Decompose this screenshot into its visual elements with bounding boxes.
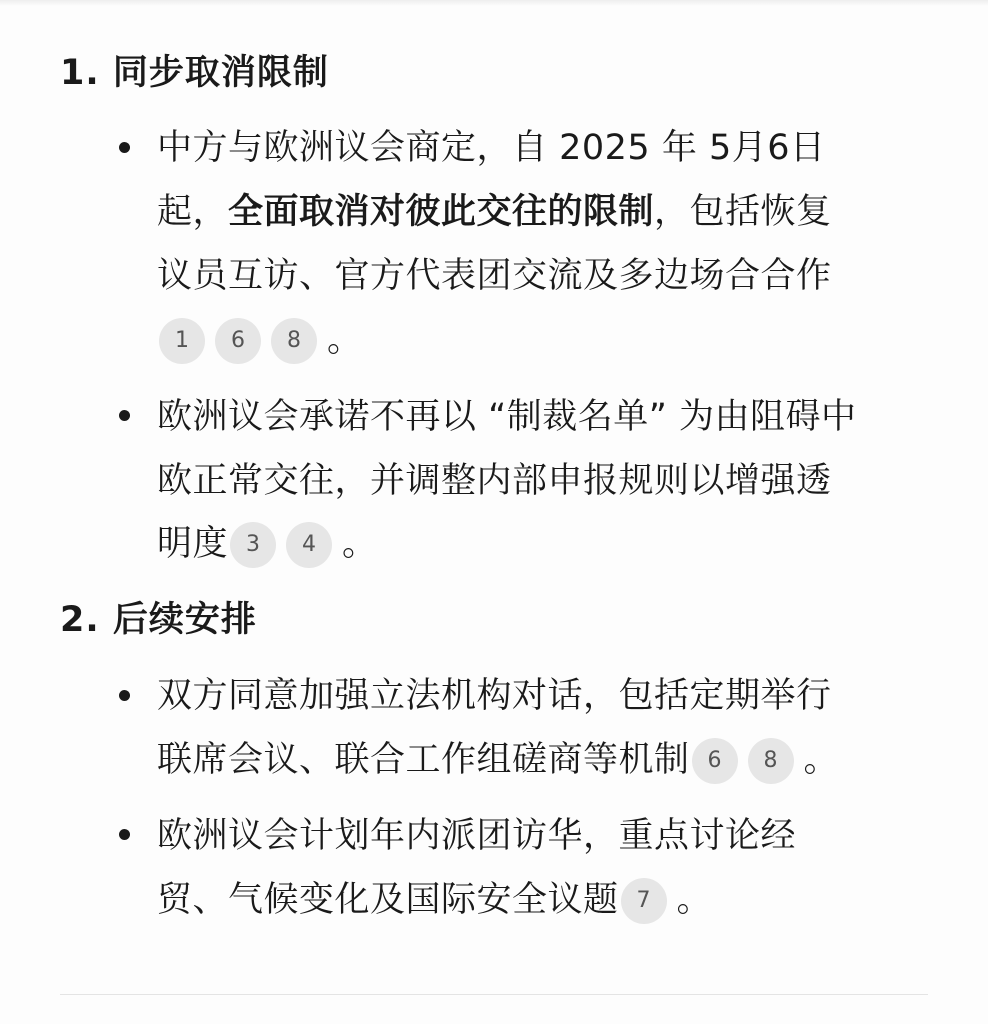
bullet-dot [119,142,130,153]
divider [60,994,928,995]
bullet-text-line [157,738,839,784]
text-span: 起， [157,192,229,232]
bullet-dot [119,829,130,840]
bullet-text-line [157,190,832,234]
bullet-text-line [157,878,712,924]
bullet-text-line: 议员互访、官方代表团交流及多边场合合作 [157,256,832,296]
bullet-text-line: 双方同意加强立法机构对话，包括定期举行 [157,676,832,716]
citation-badge[interactable]: 6 [215,318,261,364]
bullet-dot [119,410,130,421]
text-span: 。 [803,740,840,780]
bullet-text-line: 中方与欧洲议会商定，自 2025 年 5月6日 [157,128,826,168]
bullet-dot [119,690,130,701]
bullet-text-line: 欧正常交往，并调整内部申报规则以增强透 [157,461,832,501]
citation-badge[interactable]: 8 [271,318,317,364]
section-title-sync-lift: 1. 同步取消限制 [60,53,329,93]
text-span: ，包括恢复 [654,192,832,232]
text-span: 明度 [157,524,229,564]
text-span: 联席会议、联合工作组磋商等机制 [157,740,690,780]
bold-text: 全面取消对彼此交往的限制 [228,192,655,232]
text-span: 贸、气候变化及国际安全议题 [157,880,619,920]
citation-badge[interactable]: 3 [230,522,276,568]
citation-badge[interactable]: 1 [159,318,205,364]
text-span: 。 [342,524,378,564]
scroll-top-fade [0,0,988,6]
bullet-text-line [157,522,378,568]
citation-line [157,318,363,364]
bullet-text-line: 欧洲议会计划年内派团访华，重点讨论经 [157,816,797,856]
section-title-follow-up: 2. 后续安排 [60,600,257,640]
citation-badge[interactable]: 8 [748,738,794,784]
citation-badge[interactable]: 6 [692,738,738,784]
text-span: 。 [676,880,713,920]
citation-badge[interactable]: 7 [621,878,667,924]
text-span: 。 [327,320,363,360]
citation-badge[interactable]: 4 [286,522,332,568]
bullet-text-line: 欧洲议会承诺不再以 “制裁名单” 为由阻碍中 [157,397,857,437]
